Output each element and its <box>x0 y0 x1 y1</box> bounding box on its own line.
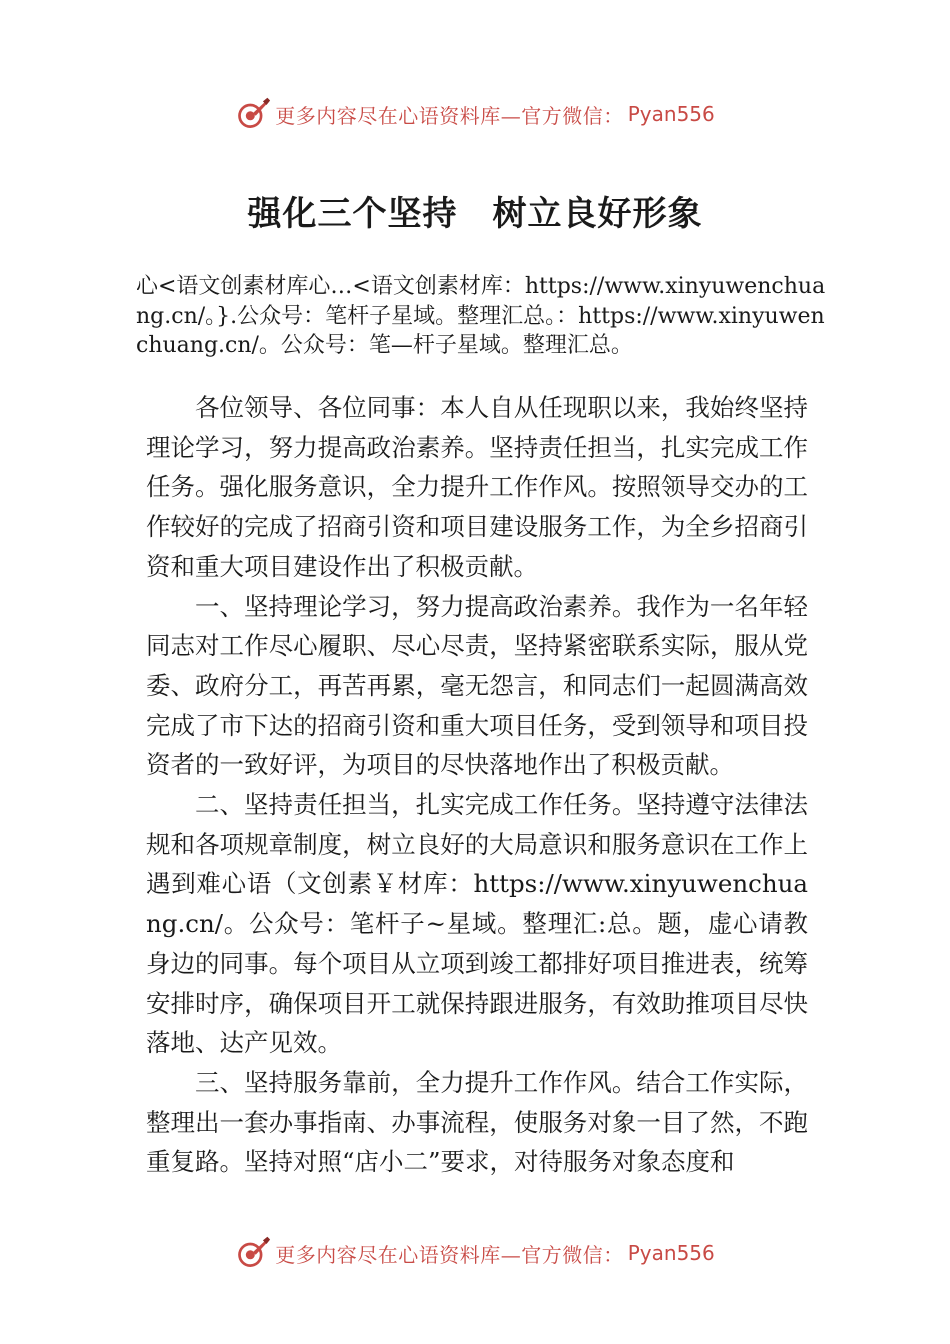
source-note: 心<语文创素材库心…<语文创素材库：https://www.xinyuwenchuang.cn/。}.公众号：笔杆子星域。整理汇总。：https://www.xinyuwenchuang.cn/。公众号：笔—杆子星域。整理汇总。 <box>136 274 826 358</box>
header-banner-text: 更多内容尽在心语资料库—官方微信： <box>275 103 624 128</box>
brand-logo-icon <box>235 1235 271 1271</box>
body-paragraph: 二、坚持责任担当，扎实完成工作任务。坚持遵守法律法规和各项规章制度，树立良好的大局意识和服务意识在工作上遇到难心语（文创素￥材库：https://www.xinyuwenchuang.cn/。公众号：笔杆子~星域。整理汇:总。题，虚心请教身边的同事。每个项目从立项到竣工都排好项目推进表，统筹安排时序，确保项目开工就保持跟进服务，有效助推项目尽快落地、达产见效。 <box>146 790 808 1058</box>
body-paragraph: 三、坚持服务靠前，全力提升工作作风。结合工作实际，整理出一套办事指南、办事流程，使服务对象一目了然，不跑重复路。坚持对照“店小二”要求，对待服务对象态度和 <box>146 1067 808 1177</box>
document-body <box>146 388 808 1182</box>
body-paragraph: 一、坚持理论学习，努力提高政治素养。我作为一名年轻同志对工作尽心履职、尽心尽责，坚持紧密联系实际，服从党委、政府分工，再苦再累，毫无怨言，和同志们一起圆满高效完成了市下达的招商引资和重大项目任务，受到领导和项目投资者的一致好评，为项目的尽快落地作出了积极贡献。 <box>146 591 808 780</box>
footer-watermark-banner <box>0 1231 950 1275</box>
header-banner-wechat-id: Pyan556 <box>627 102 715 126</box>
document-title: 强化三个坚持 树立良好形象 <box>247 194 703 234</box>
footer-banner-text: 更多内容尽在心语资料库—官方微信： <box>275 1242 624 1267</box>
body-paragraph: 各位领导、各位同事：本人自从任现职以来，我始终坚持理论学习，努力提高政治素养。坚持责任担当，扎实完成工作任务。强化服务意识，全力提升工作作风。按照领导交办的工作较好的完成了招商引资和项目建设服务工作，为全乡招商引资和重大项目建设作出了积极贡献。 <box>146 393 808 581</box>
brand-logo-icon <box>235 96 271 132</box>
header-watermark-banner <box>0 92 950 136</box>
footer-banner-wechat-id: Pyan556 <box>627 1241 715 1265</box>
